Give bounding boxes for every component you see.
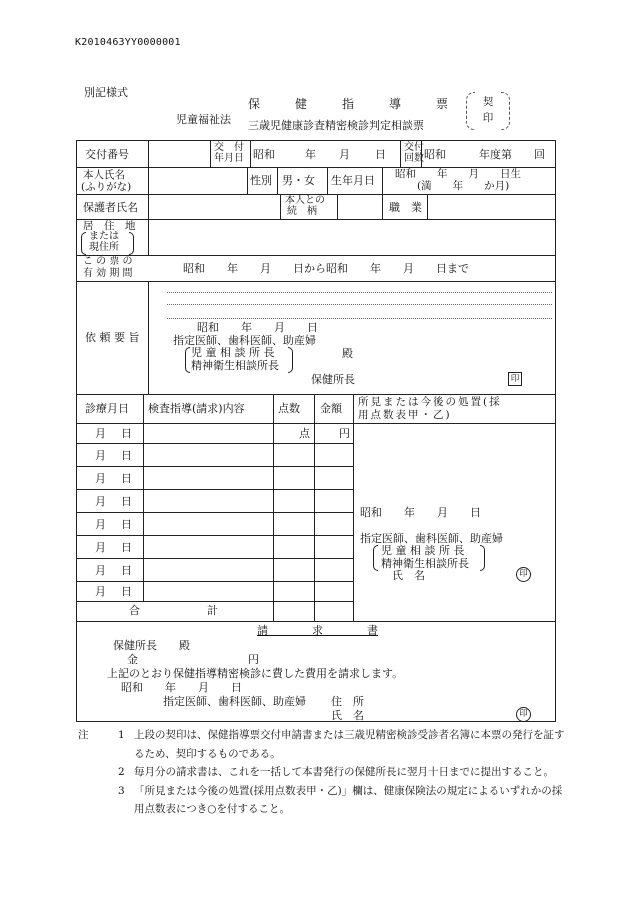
issue-date-day: 日: [375, 148, 386, 161]
title-char: 指: [341, 97, 354, 111]
row-month: 月: [95, 564, 106, 577]
col-header-content: 検査指導(請求)内容: [148, 402, 245, 415]
claim-stamp-mark: 印: [516, 707, 531, 722]
note-number: 1: [118, 729, 125, 741]
table-row-line: [77, 558, 353, 559]
occupation-label: 職 業: [389, 201, 422, 214]
issue-date-label-2: 年月日: [214, 153, 244, 164]
row-month: 月: [95, 518, 106, 531]
table-row-line: [77, 601, 353, 602]
row-day: 日: [121, 427, 132, 440]
bracket-right: [129, 232, 134, 255]
issue-date-month: 月: [339, 148, 350, 161]
col-divider: [250, 141, 251, 167]
law-name: 児童福祉法: [176, 113, 231, 126]
notes-lead: 注: [78, 729, 89, 741]
issue-date-era: 昭和: [253, 148, 275, 161]
furigana-label: (ふりがな): [81, 181, 132, 193]
row-day: 日: [121, 472, 132, 485]
note-text: 毎月分の請求書は、これを一括して本書発行の保健所長に翌月十日までに提出すること。: [134, 766, 554, 778]
notes-section: [78, 726, 568, 819]
table-row-line: [77, 512, 353, 513]
age-value: (満 年 か月): [417, 180, 510, 192]
row-month: 月: [95, 427, 106, 440]
col-divider: [148, 141, 149, 255]
table-col-line: [353, 394, 354, 621]
col-divider: [400, 141, 401, 167]
sex-value: 男・女: [282, 174, 315, 187]
bracket-left: [185, 347, 190, 373]
address-label: 居 住 地: [83, 220, 136, 232]
yen-unit: 円: [339, 427, 350, 440]
form-subtitle: 三歳児健康診査精密検診判定相談票: [248, 119, 424, 132]
claim-name-label: 氏 名: [331, 709, 364, 722]
row-month: 月: [95, 449, 106, 462]
col-header-amount: 金額: [320, 402, 342, 415]
birth-date-value: 昭和 年 月 日生: [395, 168, 521, 180]
col-divider: [148, 281, 149, 394]
col-divider: [247, 167, 248, 194]
note-text: 「所見または今後の処置(採用点数表甲・乙)」欄は、健康保険法の規定によるいずれかの採用点数表につき○を付すること。: [134, 784, 563, 815]
request-label: 依 頼 要 旨: [85, 331, 140, 344]
table-row-line: [77, 581, 353, 582]
col-divider: [210, 141, 211, 167]
form-table: [76, 140, 556, 722]
request-sender: 保健所長: [311, 373, 355, 386]
col-header-points: 点数: [278, 402, 300, 415]
row-day: 日: [121, 541, 132, 554]
seal-bracket-right: [501, 92, 510, 130]
findings-name-label: 氏 名: [392, 569, 425, 582]
row-month: 月: [95, 541, 106, 554]
table-row-line: [77, 489, 353, 490]
col-divider: [280, 194, 281, 219]
request-honorific: 殿: [342, 347, 353, 360]
claim-address-label: 住 所: [331, 695, 364, 708]
note-text: 上段の契印は、保健指導票交付申請書または三歳児精密検診受診者名簿に本票の発行を証するため、契印するものである。: [134, 729, 565, 760]
points-unit: 点: [299, 427, 310, 440]
request-date: 昭和 年 月 日: [197, 321, 318, 334]
issue-number-label: 交付番号: [85, 148, 129, 161]
birth-date-label: 生年月日: [331, 174, 375, 187]
dotted-line: [167, 304, 552, 305]
claim-doctors: 指定医師、歯科医師、助産婦: [163, 695, 306, 708]
row-day: 日: [121, 518, 132, 531]
note-item: [78, 726, 568, 763]
row-month: 月: [95, 472, 106, 485]
row-divider: [77, 255, 555, 256]
note-item: [78, 763, 568, 782]
col-divider: [327, 167, 328, 194]
issue-date-label-1: 交 付: [214, 142, 244, 153]
form-title: [248, 95, 448, 112]
request-center-1: 児 童 相 談 所 長: [191, 346, 275, 359]
table-row-line: [77, 466, 353, 467]
address-alt-1: または: [89, 231, 119, 242]
table-col-line: [143, 394, 144, 601]
col-divider: [337, 194, 338, 219]
dotted-line: [167, 318, 552, 319]
findings-date: 昭和 年 月 日: [360, 506, 481, 519]
validity-label-1: こ の 票 の: [83, 256, 133, 267]
row-month: 月: [95, 585, 106, 598]
sex-label: 性別: [250, 174, 272, 187]
relation-label-1: 本人との: [285, 195, 325, 206]
form-type-label: 別記様式: [84, 86, 128, 99]
bracket-right: [288, 347, 293, 373]
claim-addressee: 保健所長 殿: [113, 639, 190, 652]
request-doctors: 指定医師、歯科医師、助産婦: [173, 334, 316, 347]
row-day: 日: [121, 585, 132, 598]
relation-label-2: 続 柄: [287, 206, 317, 217]
note-item: [78, 782, 568, 819]
patient-name-label: 本人氏名: [83, 169, 125, 181]
title-char: 健: [294, 97, 307, 111]
table-col-line: [314, 394, 315, 621]
note-number: 3: [118, 784, 125, 797]
issue-count-value: 昭和 年度第 回: [424, 148, 545, 161]
tally-seal: [470, 92, 506, 132]
col-divider: [382, 194, 383, 219]
col-header-findings-2: 用点数表甲・乙): [358, 409, 452, 421]
seal-bottom-char: 印: [482, 112, 494, 124]
table-row-line: [77, 443, 353, 444]
issue-count-label-1: 交付: [404, 142, 424, 153]
guardian-name-label: 保護者氏名: [83, 201, 138, 214]
claim-amount: 金 円: [127, 653, 259, 666]
bracket-left: [373, 545, 378, 571]
row-day: 日: [121, 449, 132, 462]
findings-stamp-mark: 印: [516, 567, 531, 582]
table-col-line: [273, 394, 274, 621]
col-divider: [277, 167, 278, 194]
table-header-divider: [77, 423, 555, 424]
seal-bracket-left: [466, 92, 475, 130]
dotted-line: [167, 292, 552, 293]
validity-period-value: 昭和 年 月 日から昭和 年 月 日まで: [183, 262, 469, 275]
issue-date-year: 年: [305, 148, 316, 161]
title-char: 導: [388, 97, 401, 111]
address-alt-2: 現住所: [89, 242, 119, 253]
row-month: 月: [95, 495, 106, 508]
request-center-2: 精神衛生相談所長: [191, 359, 279, 372]
findings-center-2: 精神衛生相談所長: [381, 557, 469, 570]
row-day: 日: [121, 495, 132, 508]
issue-count-label-2: 回数: [404, 153, 424, 164]
validity-label-2: 有 効 期 間: [83, 268, 133, 279]
claim-divider: [77, 621, 555, 622]
findings-doctors: 指定医師、歯科医師、助産婦: [360, 532, 503, 545]
bracket-right: [480, 545, 485, 571]
claim-date: 昭和 年 月 日: [121, 681, 242, 694]
col-header-date: 診療月日: [85, 402, 129, 415]
title-char: 保: [248, 97, 261, 111]
note-number: 2: [118, 766, 125, 778]
claim-title: 請 求 書: [257, 624, 378, 637]
total-label-2: 計: [207, 604, 218, 617]
document-id: K2010463YY0000001: [75, 37, 181, 48]
col-header-findings-1: 所見または今後の処置(採: [358, 396, 502, 408]
findings-center-1: 児 童 相 談 所 長: [381, 544, 465, 557]
row-divider: [77, 394, 555, 395]
table-row-line: [77, 535, 353, 536]
col-divider: [427, 194, 428, 219]
request-stamp-mark: 印: [508, 372, 522, 386]
claim-statement: 上記のとおり保健指導精密検診に費した費用を請求します。: [107, 667, 404, 680]
total-label-1: 合: [129, 604, 140, 617]
bracket-left: [81, 232, 86, 255]
seal-top-char: 契: [482, 96, 494, 108]
row-day: 日: [121, 564, 132, 577]
col-divider: [382, 167, 383, 194]
title-char: 票: [435, 97, 448, 111]
